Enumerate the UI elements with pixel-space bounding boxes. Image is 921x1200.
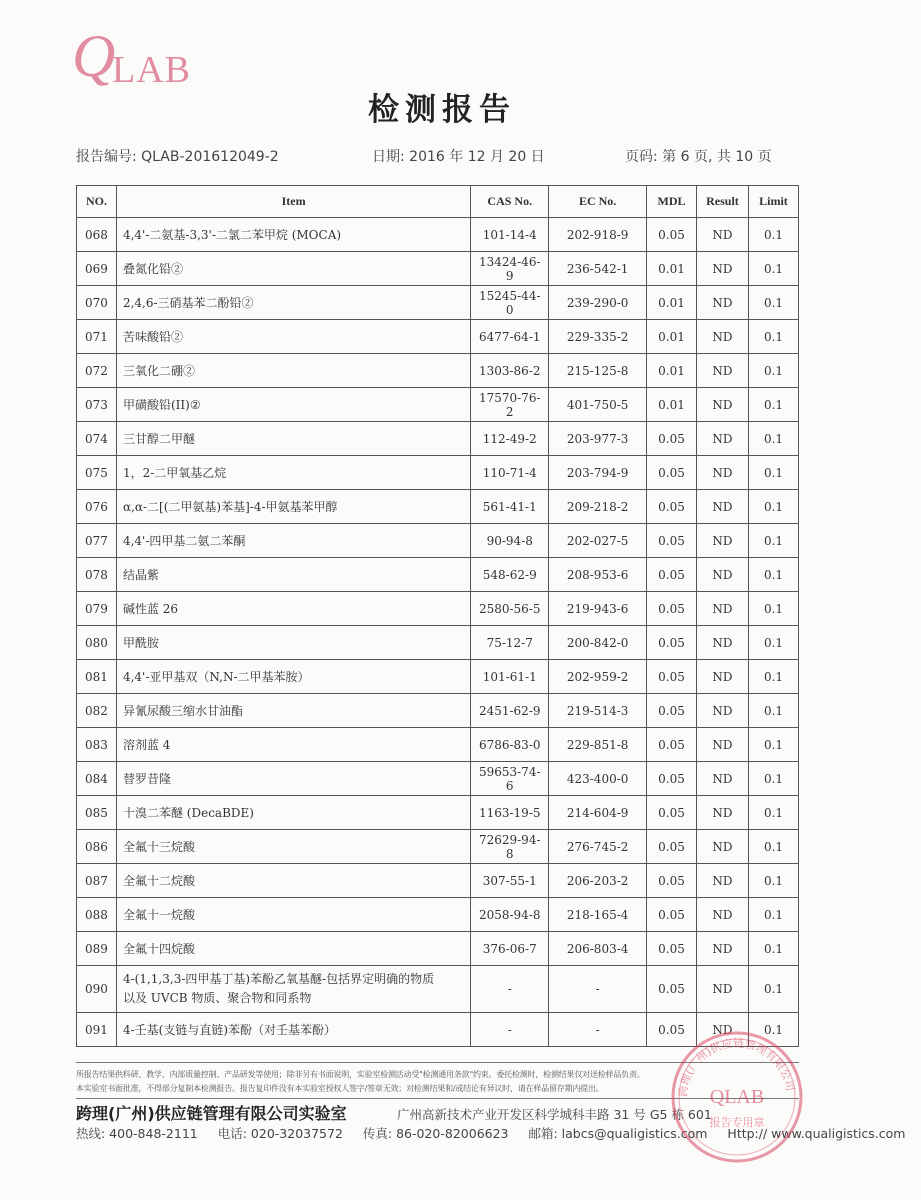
table-row-079 [77, 592, 799, 626]
cell-limit: 0.1 [748, 252, 798, 286]
cell-item: 异氰尿酸三缩水甘油酯 [116, 694, 470, 728]
cell-mdl: 0.01 [647, 320, 697, 354]
cell-limit: 0.1 [748, 218, 798, 252]
cell-cas: 90-94-8 [471, 524, 549, 558]
cell-cas: 75-12-7 [471, 626, 549, 660]
table-row-086 [77, 830, 799, 864]
cell-result: ND [697, 558, 749, 592]
company-address: 广州高新技术产业开发区科学城科丰路 31 号 G5 栋 601 [397, 1107, 712, 1122]
cell-mdl: 0.05 [647, 728, 697, 762]
cell-item: α,α-二[(二甲氨基)苯基]-4-甲氨基苯甲醇 [116, 490, 470, 524]
cell-limit: 0.1 [748, 524, 798, 558]
cell-mdl: 0.01 [647, 252, 697, 286]
table-row-069 [77, 252, 799, 286]
official-seal [668, 1028, 806, 1166]
table-row-080 [77, 626, 799, 660]
cell-mdl: 0.05 [647, 796, 697, 830]
cell-no: 090 [77, 966, 117, 1013]
table-row-074 [77, 422, 799, 456]
cell-limit: 0.1 [748, 626, 798, 660]
phone: 电话: 020-32037572 [217, 1126, 343, 1141]
cell-item: 三氧化二硼② [116, 354, 470, 388]
cell-no: 085 [77, 796, 117, 830]
cell-cas: 2580-56-5 [471, 592, 549, 626]
cell-item: 4,4'-亚甲基双（N,N-二甲基苯胺） [116, 660, 470, 694]
table-row-073 [77, 388, 799, 422]
disclaimer-line-1: 所报告结果供科研、教学、内部质量控制、产品研发等使用；除非另有书面说明，实验室检测活动受"检测通用条款"约束。委托检测时，检测结果仅对送检样品负责。 [76, 1070, 645, 1079]
seal-ring-text: 跨理(广州)供应链管理有限公司 [676, 1036, 797, 1098]
cell-ec: 203-794-9 [549, 456, 647, 490]
cell-mdl: 0.05 [647, 456, 697, 490]
cell-item: 三甘醇二甲醚 [116, 422, 470, 456]
table-row-088 [77, 898, 799, 932]
cell-no: 075 [77, 456, 117, 490]
company-name: 跨理(广州)供应链管理有限公司实验室 [76, 1104, 347, 1123]
cell-result: ND [697, 932, 749, 966]
cell-result: ND [697, 320, 749, 354]
cell-result: ND [697, 626, 749, 660]
cell-result: ND [697, 456, 749, 490]
table-row-083 [77, 728, 799, 762]
report-date: 日期: 2016 年 12 月 20 日 [372, 149, 545, 165]
table-row-084 [77, 762, 799, 796]
cell-item: 1，2-二甲氧基乙烷 [116, 456, 470, 490]
cell-item: 结晶紫 [116, 558, 470, 592]
cell-no: 088 [77, 898, 117, 932]
logo-q: Q [72, 23, 116, 89]
cell-no: 089 [77, 932, 117, 966]
cell-limit: 0.1 [748, 1013, 798, 1047]
cell-mdl: 0.05 [647, 830, 697, 864]
cell-mdl: 0.05 [647, 626, 697, 660]
cell-no: 080 [77, 626, 117, 660]
cell-mdl: 0.05 [647, 864, 697, 898]
cell-limit: 0.1 [748, 422, 798, 456]
cell-result: ND [697, 694, 749, 728]
cell-cas: 1303-86-2 [471, 354, 549, 388]
cell-item: 全氟十一烷酸 [116, 898, 470, 932]
cell-mdl: 0.05 [647, 932, 697, 966]
seal-center-text: QLAB [709, 1086, 765, 1108]
cell-no: 081 [77, 660, 117, 694]
cell-limit: 0.1 [748, 660, 798, 694]
cell-item: 碱性蓝 26 [116, 592, 470, 626]
cell-ec: 401-750-5 [549, 388, 647, 422]
cell-item: 十溴二苯醚 (DecaBDE) [116, 796, 470, 830]
cell-item: 全氟十三烷酸 [116, 830, 470, 864]
cell-cas: 72629-94-8 [471, 830, 549, 864]
header-mdl: MDL [647, 186, 697, 218]
table-header-row [77, 186, 799, 218]
cell-ec: 219-943-6 [549, 592, 647, 626]
cell-ec: 229-851-8 [549, 728, 647, 762]
table-row-071 [77, 320, 799, 354]
cell-mdl: 0.05 [647, 1013, 697, 1047]
cell-ec: 423-400-0 [549, 762, 647, 796]
cell-result: ND [697, 966, 749, 1013]
cell-item: 替罗昔隆 [116, 762, 470, 796]
cell-ec: - [549, 1013, 647, 1047]
cell-result: ND [697, 728, 749, 762]
hotline: 热线: 400-848-2111 [76, 1126, 198, 1141]
table-row-077 [77, 524, 799, 558]
cell-cas: 101-14-4 [471, 218, 549, 252]
cell-limit: 0.1 [748, 864, 798, 898]
cell-cas: 376-06-7 [471, 932, 549, 966]
table-row-076 [77, 490, 799, 524]
cell-no: 087 [77, 864, 117, 898]
cell-ec: 200-842-0 [549, 626, 647, 660]
cell-cas: 101-61-1 [471, 660, 549, 694]
cell-no: 068 [77, 218, 117, 252]
cell-no: 084 [77, 762, 117, 796]
cell-item: 全氟十四烷酸 [116, 932, 470, 966]
cell-limit: 0.1 [748, 898, 798, 932]
fax: 传真: 86-020-82006623 [362, 1126, 509, 1141]
cell-mdl: 0.05 [647, 694, 697, 728]
cell-limit: 0.1 [748, 286, 798, 320]
cell-result: ND [697, 660, 749, 694]
cell-cas: 110-71-4 [471, 456, 549, 490]
cell-cas: 548-62-9 [471, 558, 549, 592]
cell-mdl: 0.05 [647, 218, 697, 252]
cell-mdl: 0.05 [647, 592, 697, 626]
cell-limit: 0.1 [748, 966, 798, 1013]
cell-cas: 1163-19-5 [471, 796, 549, 830]
cell-item: 4,4'-四甲基二氨二苯酮 [116, 524, 470, 558]
cell-limit: 0.1 [748, 388, 798, 422]
cell-result: ND [697, 286, 749, 320]
cell-mdl: 0.01 [647, 354, 697, 388]
cell-result: ND [697, 898, 749, 932]
cell-limit: 0.1 [748, 830, 798, 864]
cell-ec: 214-604-9 [549, 796, 647, 830]
cell-mdl: 0.05 [647, 660, 697, 694]
table-row-089 [77, 932, 799, 966]
cell-no: 082 [77, 694, 117, 728]
cell-no: 076 [77, 490, 117, 524]
cell-ec: 202-959-2 [549, 660, 647, 694]
cell-cas: 2451-62-9 [471, 694, 549, 728]
cell-cas: 307-55-1 [471, 864, 549, 898]
cell-item: 甲磺酸铅(II)② [116, 388, 470, 422]
table-row-072 [77, 354, 799, 388]
cell-no: 072 [77, 354, 117, 388]
cell-limit: 0.1 [748, 592, 798, 626]
cell-result: ND [697, 592, 749, 626]
cell-item: 4-壬基(支链与直链)苯酚（对壬基苯酚） [116, 1013, 470, 1047]
cell-item: 2,4,6-三硝基苯二酚铅② [116, 286, 470, 320]
disclaimer-line-2: 本实验室书面批准，不得部分复制本检测报告。报告复印件没有本实验室授权人签字/签章无效；对检测结果和/或结论有异议时，请在样品留存期内提出。 [76, 1084, 604, 1093]
cell-cas: 561-41-1 [471, 490, 549, 524]
table-row-087 [77, 864, 799, 898]
cell-item: 全氟十二烷酸 [116, 864, 470, 898]
results-table [76, 185, 799, 1047]
cell-result: ND [697, 1013, 749, 1047]
cell-ec: 236-542-1 [549, 252, 647, 286]
cell-ec: 229-335-2 [549, 320, 647, 354]
table-row-068 [77, 218, 799, 252]
header-no: NO. [77, 186, 117, 218]
cell-result: ND [697, 864, 749, 898]
cell-mdl: 0.05 [647, 898, 697, 932]
cell-result: ND [697, 796, 749, 830]
table-row-081 [77, 660, 799, 694]
cell-result: ND [697, 762, 749, 796]
cell-no: 091 [77, 1013, 117, 1047]
cell-mdl: 0.05 [647, 558, 697, 592]
cell-result: ND [697, 354, 749, 388]
cell-mdl: 0.01 [647, 286, 697, 320]
email-link[interactable]: 邮箱: labcs@qualigistics.com [528, 1126, 708, 1141]
cell-limit: 0.1 [748, 456, 798, 490]
cell-limit: 0.1 [748, 320, 798, 354]
table-row-078 [77, 558, 799, 592]
cell-mdl: 0.05 [647, 762, 697, 796]
cell-mdl: 0.05 [647, 422, 697, 456]
cell-cas: 112-49-2 [471, 422, 549, 456]
cell-ec: 239-290-0 [549, 286, 647, 320]
cell-no: 079 [77, 592, 117, 626]
cell-no: 071 [77, 320, 117, 354]
cell-cas: 17570-76-2 [471, 388, 549, 422]
cell-no: 069 [77, 252, 117, 286]
item-line-1: 4-(1,1,3,3-四甲基丁基)苯酚乙氧基醚-包括界定明确的物质 [122, 972, 435, 986]
website-link[interactable]: Http:// www.qualigistics.com [727, 1126, 906, 1141]
cell-limit: 0.1 [748, 558, 798, 592]
cell-item: 叠氮化铅② [116, 252, 470, 286]
cell-no: 074 [77, 422, 117, 456]
item-line-2: 以及 UVCB 物质、聚合物和同系物 [122, 991, 312, 1005]
cell-mdl: 0.05 [647, 524, 697, 558]
cell-result: ND [697, 830, 749, 864]
cell-limit: 0.1 [748, 728, 798, 762]
cell-no: 070 [77, 286, 117, 320]
cell-result: ND [697, 422, 749, 456]
cell-ec: 276-745-2 [549, 830, 647, 864]
cell-limit: 0.1 [748, 932, 798, 966]
cell-ec: 208-953-6 [549, 558, 647, 592]
cell-ec: 215-125-8 [549, 354, 647, 388]
cell-cas: - [471, 966, 549, 1013]
company-logo [72, 23, 212, 91]
cell-no: 083 [77, 728, 117, 762]
header-ec: EC No. [549, 186, 647, 218]
cell-cas: 6477-64-1 [471, 320, 549, 354]
cell-item: 甲酰胺 [116, 626, 470, 660]
cell-mdl: 0.05 [647, 490, 697, 524]
cell-no: 086 [77, 830, 117, 864]
table-row-085 [77, 796, 799, 830]
cell-mdl: 0.05 [647, 966, 697, 1013]
cell-cas: 2058-94-8 [471, 898, 549, 932]
report-number: 报告编号: QLAB-201612049-2 [76, 149, 279, 165]
cell-ec: - [549, 966, 647, 1013]
cell-cas: 13424-46-9 [471, 252, 549, 286]
cell-ec: 206-203-2 [549, 864, 647, 898]
cell-cas: 59653-74-6 [471, 762, 549, 796]
cell-cas: - [471, 1013, 549, 1047]
header-cas: CAS No. [471, 186, 549, 218]
cell-limit: 0.1 [748, 762, 798, 796]
cell-result: ND [697, 524, 749, 558]
cell-item: 苦味酸铅② [116, 320, 470, 354]
table-row-082 [77, 694, 799, 728]
cell-ec: 203-977-3 [549, 422, 647, 456]
cell-ec: 202-027-5 [549, 524, 647, 558]
header-result: Result [697, 186, 749, 218]
cell-ec: 206-803-4 [549, 932, 647, 966]
logo-lab: LAB [112, 49, 191, 91]
cell-item: 溶剂蓝 4 [116, 728, 470, 762]
cell-no: 073 [77, 388, 117, 422]
cell-ec: 218-165-4 [549, 898, 647, 932]
page-indicator: 页码: 第 6 页, 共 10 页 [625, 149, 772, 165]
page-title: 检测报告 [368, 92, 516, 128]
seal-bottom-text: 报告专用章 [709, 1116, 765, 1129]
table-row-090 [77, 966, 799, 1013]
cell-ec: 209-218-2 [549, 490, 647, 524]
cell-ec: 202-918-9 [549, 218, 647, 252]
header-item: Item [116, 186, 470, 218]
cell-limit: 0.1 [748, 694, 798, 728]
cell-result: ND [697, 218, 749, 252]
table-row-070 [77, 286, 799, 320]
cell-result: ND [697, 252, 749, 286]
cell-ec: 219-514-3 [549, 694, 647, 728]
cell-limit: 0.1 [748, 796, 798, 830]
cell-item: 4,4'-二氨基-3,3'-二氯二苯甲烷 (MOCA) [116, 218, 470, 252]
table-row-075 [77, 456, 799, 490]
cell-no: 077 [77, 524, 117, 558]
cell-limit: 0.1 [748, 354, 798, 388]
cell-result: ND [697, 388, 749, 422]
cell-limit: 0.1 [748, 490, 798, 524]
cell-no: 078 [77, 558, 117, 592]
cell-cas: 15245-44-0 [471, 286, 549, 320]
cell-mdl: 0.01 [647, 388, 697, 422]
cell-item [116, 966, 470, 1013]
header-limit: Limit [748, 186, 798, 218]
cell-cas: 6786-83-0 [471, 728, 549, 762]
cell-result: ND [697, 490, 749, 524]
